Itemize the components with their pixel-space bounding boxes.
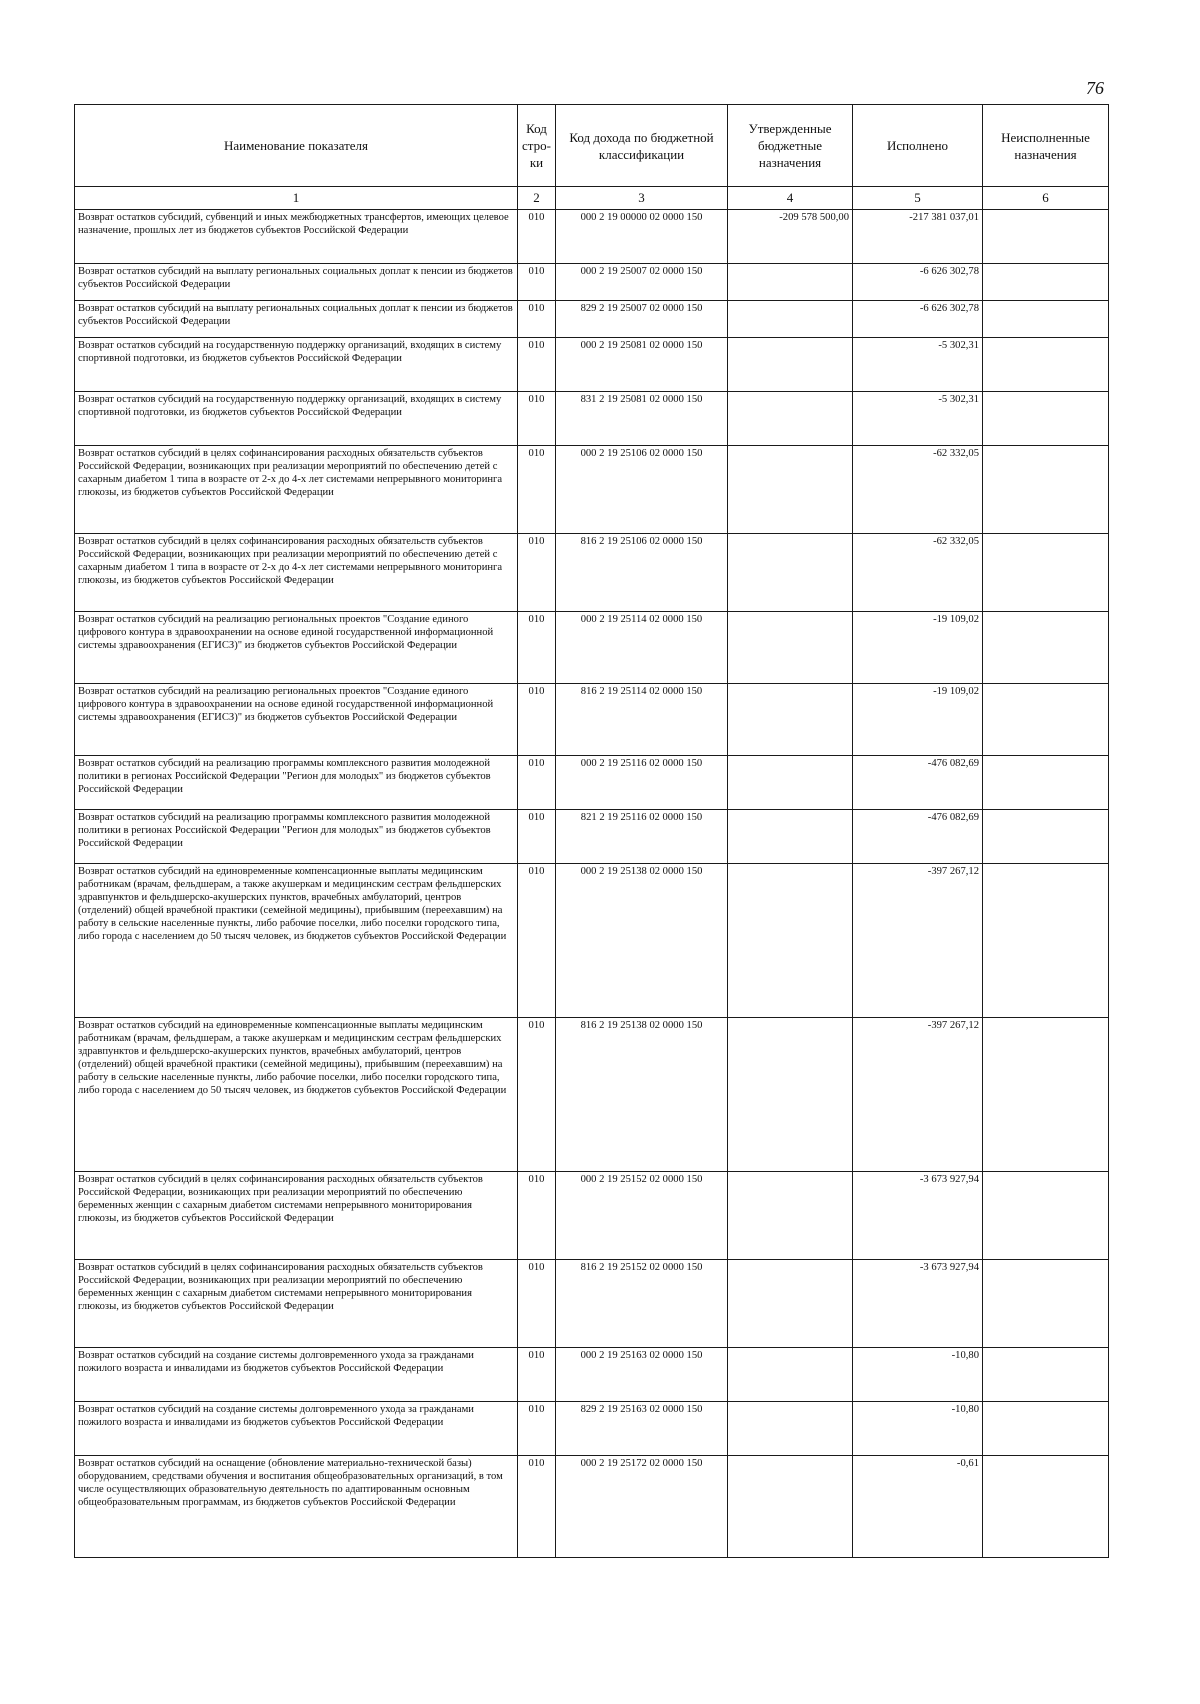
income-code: 000 2 19 25114 02 0000 150 <box>556 612 728 684</box>
indicator-name: Возврат остатков субсидий на реализацию программы комплексного развития молодежной политики в регионах Российской Федерации "Регион для молодых" из бюджетов субъектов Российской Федерации <box>75 810 518 864</box>
unexecuted-amount <box>983 1172 1109 1260</box>
indicator-name: Возврат остатков субсидий на выплату региональных социальных доплат к пенсии из бюджетов субъектов Российской Федерации <box>75 301 518 338</box>
indicator-name: Возврат остатков субсидий на выплату региональных социальных доплат к пенсии из бюджетов субъектов Российской Федерации <box>75 264 518 301</box>
indicator-name: Возврат остатков субсидий на единовременные компенсационные выплаты медицинским работникам (врачам, фельдшерам, а также акушеркам и медицинским сестрам фельдшерских здравпунктов и фельдшерско-акушерских пунктов, врачебных амбулаторий, центров (отделений) общей врачебной практики (семейной медицины), прибывшим (переехавшим) на работу в сельские населенные пункты, либо рабочие поселки, либо поселки городского типа, либо города с населением до 50 тысяч человек, из бюджетов субъектов Российской Федерации <box>75 864 518 1018</box>
page-number: 76 <box>1086 78 1104 98</box>
income-code: 816 2 19 25114 02 0000 150 <box>556 684 728 756</box>
executed-amount: -5 302,31 <box>853 338 983 392</box>
line-code: 010 <box>518 756 556 810</box>
table-row <box>75 301 1109 338</box>
income-code: 000 2 19 25081 02 0000 150 <box>556 338 728 392</box>
column-number: 4 <box>728 187 853 210</box>
col-header-unexecuted: Неисполненные назначения <box>983 105 1109 187</box>
executed-amount: -62 332,05 <box>853 534 983 612</box>
executed-amount: -217 381 037,01 <box>853 210 983 264</box>
table-row <box>75 756 1109 810</box>
executed-amount: -476 082,69 <box>853 810 983 864</box>
unexecuted-amount <box>983 446 1109 534</box>
line-code: 010 <box>518 264 556 301</box>
unexecuted-amount <box>983 1260 1109 1348</box>
column-number: 3 <box>556 187 728 210</box>
indicator-name: Возврат остатков субсидий на государственную поддержку организаций, входящих в систему спортивной подготовки, из бюджетов субъектов Российской Федерации <box>75 392 518 446</box>
col-header-executed: Исполнено <box>853 105 983 187</box>
line-code: 010 <box>518 1260 556 1348</box>
table-row <box>75 446 1109 534</box>
col-header-approved: Утвержденные бюджетные назначения <box>728 105 853 187</box>
approved-amount <box>728 1172 853 1260</box>
indicator-name: Возврат остатков субсидий, субвенций и иных межбюджетных трансфертов, имеющих целевое назначение, прошлых лет из бюджетов субъектов Российской Федерации <box>75 210 518 264</box>
table-row <box>75 864 1109 1018</box>
line-code: 010 <box>518 446 556 534</box>
executed-amount: -397 267,12 <box>853 864 983 1018</box>
line-code: 010 <box>518 534 556 612</box>
column-number-row <box>75 187 1109 210</box>
col-header-income-code: Код дохода по бюджетной классификации <box>556 105 728 187</box>
approved-amount <box>728 612 853 684</box>
unexecuted-amount <box>983 1018 1109 1172</box>
indicator-name: Возврат остатков субсидий на реализацию программы комплексного развития молодежной политики в регионах Российской Федерации "Регион для молодых" из бюджетов субъектов Российской Федерации <box>75 756 518 810</box>
executed-amount: -6 626 302,78 <box>853 301 983 338</box>
approved-amount <box>728 1456 853 1558</box>
approved-amount <box>728 534 853 612</box>
column-number: 1 <box>75 187 518 210</box>
indicator-name: Возврат остатков субсидий на единовременные компенсационные выплаты медицинским работникам (врачам, фельдшерам, а также акушеркам и медицинским сестрам фельдшерских здравпунктов и фельдшерско-акушерских пунктов, врачебных амбулаторий, центров (отделений) общей врачебной практики (семейной медицины), прибывшим (переехавшим) на работу в сельские населенные пункты, либо рабочие поселки, либо поселки городского типа, либо города с населением до 50 тысяч человек, из бюджетов субъектов Российской Федерации <box>75 1018 518 1172</box>
unexecuted-amount <box>983 1456 1109 1558</box>
unexecuted-amount <box>983 264 1109 301</box>
executed-amount: -6 626 302,78 <box>853 264 983 301</box>
executed-amount: -19 109,02 <box>853 612 983 684</box>
unexecuted-amount <box>983 756 1109 810</box>
table-row <box>75 810 1109 864</box>
line-code: 010 <box>518 392 556 446</box>
line-code: 010 <box>518 612 556 684</box>
line-code: 010 <box>518 338 556 392</box>
line-code: 010 <box>518 684 556 756</box>
indicator-name: Возврат остатков субсидий на создание системы долговременного ухода за гражданами пожилого возраста и инвалидами из бюджетов субъектов Российской Федерации <box>75 1402 518 1456</box>
table-row <box>75 392 1109 446</box>
indicator-name: Возврат остатков субсидий в целях софинансирования расходных обязательств субъектов Российской Федерации, возникающих при реализации мероприятий по обеспечению беременных женщин с сахарным диабетом системами непрерывного мониторирования глюкозы, из бюджетов субъектов Российской Федерации <box>75 1260 518 1348</box>
table-row <box>75 1456 1109 1558</box>
indicator-name: Возврат остатков субсидий на реализацию региональных проектов "Создание единого цифрового контура в здравоохранении на основе единой государственной информационной системы здравоохранения (ЕГИСЗ)" из бюджетов субъектов Российской Федерации <box>75 612 518 684</box>
line-code: 010 <box>518 810 556 864</box>
column-number: 2 <box>518 187 556 210</box>
line-code: 010 <box>518 301 556 338</box>
executed-amount: -0,61 <box>853 1456 983 1558</box>
table-row <box>75 1402 1109 1456</box>
approved-amount <box>728 264 853 301</box>
table-row <box>75 338 1109 392</box>
unexecuted-amount <box>983 612 1109 684</box>
approved-amount <box>728 1348 853 1402</box>
approved-amount <box>728 684 853 756</box>
column-number: 5 <box>853 187 983 210</box>
executed-amount: -10,80 <box>853 1348 983 1402</box>
header-row <box>75 105 1109 187</box>
executed-amount: -19 109,02 <box>853 684 983 756</box>
unexecuted-amount <box>983 392 1109 446</box>
indicator-name: Возврат остатков субсидий на оснащение (обновление материально-технической базы) оборудованием, средствами обучения и воспитания общеобразовательных организаций, в том числе осуществляющих образовательную деятельность по адаптированным основным общеобразовательным программам, из бюджетов субъектов Российской Федерации <box>75 1456 518 1558</box>
line-code: 010 <box>518 210 556 264</box>
indicator-name: Возврат остатков субсидий на государственную поддержку организаций, входящих в систему спортивной подготовки, из бюджетов субъектов Российской Федерации <box>75 338 518 392</box>
executed-amount: -476 082,69 <box>853 756 983 810</box>
table-row <box>75 1260 1109 1348</box>
approved-amount <box>728 338 853 392</box>
line-code: 010 <box>518 1456 556 1558</box>
table-row <box>75 1348 1109 1402</box>
table-row <box>75 612 1109 684</box>
line-code: 010 <box>518 1018 556 1172</box>
executed-amount: -5 302,31 <box>853 392 983 446</box>
table-row <box>75 684 1109 756</box>
income-code: 816 2 19 25138 02 0000 150 <box>556 1018 728 1172</box>
table-row <box>75 534 1109 612</box>
approved-amount <box>728 1018 853 1172</box>
income-code: 829 2 19 25163 02 0000 150 <box>556 1402 728 1456</box>
income-code: 000 2 19 25152 02 0000 150 <box>556 1172 728 1260</box>
indicator-name: Возврат остатков субсидий в целях софинансирования расходных обязательств субъектов Российской Федерации, возникающих при реализации мероприятий по обеспечению беременных женщин с сахарным диабетом системами непрерывного мониторирования глюкозы, из бюджетов субъектов Российской Федерации <box>75 1172 518 1260</box>
executed-amount: -3 673 927,94 <box>853 1172 983 1260</box>
approved-amount <box>728 1402 853 1456</box>
approved-amount: -209 578 500,00 <box>728 210 853 264</box>
line-code: 010 <box>518 1172 556 1260</box>
approved-amount <box>728 810 853 864</box>
unexecuted-amount <box>983 1402 1109 1456</box>
unexecuted-amount <box>983 810 1109 864</box>
indicator-name: Возврат остатков субсидий в целях софинансирования расходных обязательств субъектов Российской Федерации, возникающих при реализации мероприятий по обеспечению детей с сахарным диабетом 1 типа в возрасте от 2-х до 4-х лет системами непрерывного мониторинга глюкозы, из бюджетов субъектов Российской Федерации <box>75 446 518 534</box>
line-code: 010 <box>518 1402 556 1456</box>
income-code: 816 2 19 25106 02 0000 150 <box>556 534 728 612</box>
unexecuted-amount <box>983 1348 1109 1402</box>
approved-amount <box>728 392 853 446</box>
income-code: 000 2 19 25116 02 0000 150 <box>556 756 728 810</box>
income-code: 829 2 19 25007 02 0000 150 <box>556 301 728 338</box>
approved-amount <box>728 446 853 534</box>
column-number: 6 <box>983 187 1109 210</box>
unexecuted-amount <box>983 210 1109 264</box>
executed-amount: -10,80 <box>853 1402 983 1456</box>
unexecuted-amount <box>983 864 1109 1018</box>
income-code: 821 2 19 25116 02 0000 150 <box>556 810 728 864</box>
executed-amount: -3 673 927,94 <box>853 1260 983 1348</box>
unexecuted-amount <box>983 534 1109 612</box>
approved-amount <box>728 301 853 338</box>
budget-report-table <box>74 104 1109 1558</box>
table-row <box>75 264 1109 301</box>
col-header-name: Наименование показателя <box>75 105 518 187</box>
approved-amount <box>728 756 853 810</box>
unexecuted-amount <box>983 301 1109 338</box>
indicator-name: Возврат остатков субсидий на реализацию региональных проектов "Создание единого цифрового контура в здравоохранении на основе единой государственной информационной системы здравоохранения (ЕГИСЗ)" из бюджетов субъектов Российской Федерации <box>75 684 518 756</box>
income-code: 000 2 19 25138 02 0000 150 <box>556 864 728 1018</box>
income-code: 000 2 19 25172 02 0000 150 <box>556 1456 728 1558</box>
income-code: 000 2 19 25106 02 0000 150 <box>556 446 728 534</box>
income-code: 831 2 19 25081 02 0000 150 <box>556 392 728 446</box>
col-header-line-code: Код стро-ки <box>518 105 556 187</box>
income-code: 816 2 19 25152 02 0000 150 <box>556 1260 728 1348</box>
approved-amount <box>728 864 853 1018</box>
unexecuted-amount <box>983 684 1109 756</box>
income-code: 000 2 19 25007 02 0000 150 <box>556 264 728 301</box>
line-code: 010 <box>518 864 556 1018</box>
table-row <box>75 210 1109 264</box>
income-code: 000 2 19 25163 02 0000 150 <box>556 1348 728 1402</box>
approved-amount <box>728 1260 853 1348</box>
executed-amount: -62 332,05 <box>853 446 983 534</box>
table-row <box>75 1018 1109 1172</box>
line-code: 010 <box>518 1348 556 1402</box>
table-row <box>75 1172 1109 1260</box>
income-code: 000 2 19 00000 02 0000 150 <box>556 210 728 264</box>
indicator-name: Возврат остатков субсидий на создание системы долговременного ухода за гражданами пожилого возраста и инвалидами из бюджетов субъектов Российской Федерации <box>75 1348 518 1402</box>
indicator-name: Возврат остатков субсидий в целях софинансирования расходных обязательств субъектов Российской Федерации, возникающих при реализации мероприятий по обеспечению детей с сахарным диабетом 1 типа в возрасте от 2-х до 4-х лет системами непрерывного мониторинга глюкозы, из бюджетов субъектов Российской Федерации <box>75 534 518 612</box>
unexecuted-amount <box>983 338 1109 392</box>
executed-amount: -397 267,12 <box>853 1018 983 1172</box>
